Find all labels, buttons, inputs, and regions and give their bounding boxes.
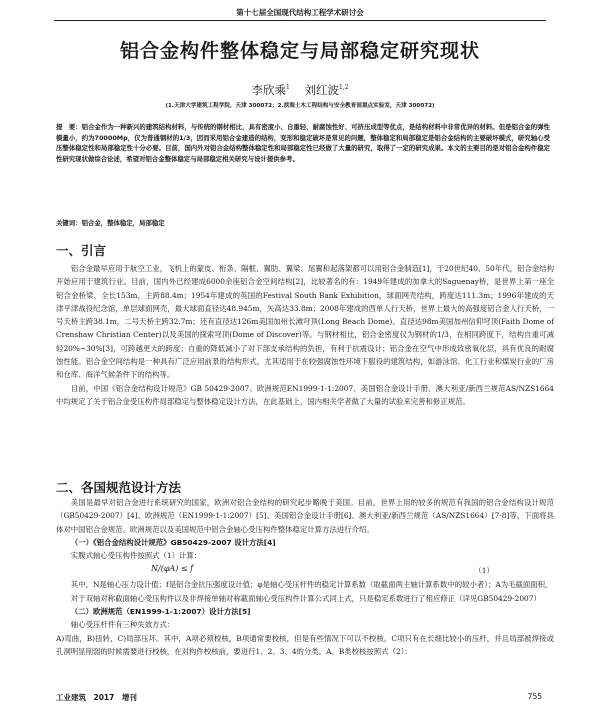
- subsection-heading: （二）欧洲规范（EN1999-1-1:2007）设计方法[5]: [70, 607, 251, 617]
- keywords-label: 关键词：: [56, 219, 82, 227]
- equation-number: （1）: [474, 566, 494, 576]
- paper-title: 铝合金构件整体稳定与局部稳定研究现状: [119, 40, 480, 62]
- keywords: [56, 218, 550, 227]
- abstract-label: 提 要：: [56, 123, 82, 131]
- section-heading-codes: 二、各国规范设计方法: [56, 480, 182, 495]
- paragraph: 轴心受压杆件有三种失效方式：: [70, 620, 175, 630]
- author-name: 刘红波: [304, 83, 339, 97]
- equation-formula: N/(φA) ≤ f: [151, 564, 194, 574]
- affiliation: (1.天津大学建筑工程学院，天津 300072；2.滨海土木工程结构与安全教育部重点实验室，天津 300072): [165, 103, 435, 109]
- codes-body: [56, 496, 554, 658]
- running-head: 第十七届全国现代结构工程学术研讨会: [236, 8, 364, 17]
- header-rule: [54, 20, 546, 21]
- intro-body: [56, 262, 554, 408]
- keywords-text: 铝合金，整体稳定，局部稳定: [81, 219, 165, 227]
- footer-page-number: 755: [527, 692, 542, 701]
- author-name: 李欣乘: [251, 83, 286, 97]
- paragraph: 实腹式轴心受压构件按照式（1）计算：: [70, 551, 202, 561]
- abstract-text: 铝合金作为一种新兴的建筑结构材料，与传统的钢材相比，具有密度小、自重轻、耐腐蚀性好、可挤压成型等优点，是结构材料中非常优异的材料。但是铝合金的弹性模量小，约为70000Mp，仅为普通钢材的1/3，因而采用铝合金建造的结构，变形和稳定破坏是常见的问题，整体稳定和局部稳定是铝合金结构的主要破坏模式，研究轴心受压整体稳定性和局部稳定性十分必要。目前，国内外对铝合金结构整体稳定性和局部稳定性已经做了大量的研究，取得了一定的研究成果。本文的主要目的是对铝合金构件稳定性研究现状做综合论述，希望对铝合金整体稳定与局部稳定相关研究与设计提供参考。: [56, 123, 551, 163]
- paragraph: A)弯曲，B)扭转，C)局部压坏。其中，A项必须校核，B项通常要校核，但是有些情况下可以不校核。C项只有在长细比较小的压杆，并且局部被焊接或孔洞明显削弱的时候需要进行校核，在对构件校核前，要进行1、2、3、4的分类。A、B类校核按照式（2）：: [56, 633, 554, 656]
- paragraph: 目前，中国《铝合金结构设计规范》GB 50429-2007、欧洲规范EN1999-1-1:2007、美国铝合金设计手册、澳大利亚/新西兰规范AS/NZS1664中均规定了关于铝合金受压构件局部稳定与整体稳定设计方法，在此基础上，国内相关学者做了大量的试验来完善和修正规范。: [56, 383, 554, 406]
- paragraph: 铝合金最早应用于航空工业，飞机上的蒙皮、桁条、隔框、翼肋、翼梁、尾翼和起落架都可以用铝合金制造[1]，于20世纪40、50年代，铝合金结构开始应用于建筑行业。目前，国内外已经建成6000余座铝合金空间结构[2]，比较著名的有：1949年建成的加拿大的Saguenay桥，是世界上第一座全铝合金桥梁，全长153m，主跨88.4m；1954年建成的英国的Festival South Bank Exhibition，球面网壳结构，跨度达111.3m；1996年建成的天津平津战役纪念馆，单层球面网壳，最大球面直径达48.945m，矢高达33.8m；2008年建成的西单人行天桥，世界上最大的高强度铝合金人行天桥，一号天桥主跨38.1m，二号天桥主跨32.7m；还有直径达126m美国加州长滩穹顶(Long Beach Dome)、直径达98m美国加州信仰穹顶(Faith Dome of Crenshaw Christian Center)以及美国的探索穹顶(Dome of Discover)等。与钢材相比，铝合金密度仅为钢材的1/3，在相同跨度下，结构自重可减轻20%~30%[3]，可跨越更大的跨度；自重的降低减小了对下部支承结构的负担，有利于抗震设计；铝合金在空气中形成致密氧化层，具有优良的耐腐蚀性能。铝合金空间结构是一种具有广泛应用前景的结构形式，尤其适用于在较强腐蚀性环境下服役的建筑结构，如游泳馆、化工行业和煤炭行业的厂房和仓库、海洋气候条件下的结构等。: [56, 264, 554, 380]
- author-affil-mark: 1,2: [338, 84, 349, 92]
- subsection-heading: （一）《铝合金结构设计规范》GB50429-2007 设计方法[4]: [70, 537, 276, 547]
- paragraph: 其中，N是轴心压力设计值；f是铝合金抗压强度设计值；φ是轴心受压杆件的稳定计算系数（取截面两主轴计算系数中的较小者）；A为毛截面面积。: [70, 580, 553, 590]
- footer-journal: 工业建筑 2017 增刊: [56, 693, 137, 702]
- author-affil-mark: 1: [286, 84, 290, 92]
- author-line: [0, 82, 600, 98]
- paragraph: 美国是最早对铝合金进行系统研究的国家，欧洲对铝合金结构的研究起步略晚于美国。目前，世界上用的较多的规范有我国的铝合金结构设计规范（GB50429-2007）[4]、欧洲规范（EN1999-1-1:2007）[5]、美国铝合金设计手册[6]、澳大利亚/新西兰规范（AS/NZS1664）[7-8]等，下面将具体对中国铝合金规范、欧洲规范以及美国规范中铝合金轴心受压构件整体稳定计算方法进行介绍。: [56, 498, 554, 534]
- abstract: [56, 122, 550, 164]
- paragraph: 对于双轴对称截面轴心受压构件以及非焊接单轴对称截面轴心受压构件计算公式同上式，只是稳定系数进行了相应修正（详见GB50429-2007）: [70, 593, 541, 603]
- equation-1: [56, 562, 554, 578]
- section-heading-intro: 一、引言: [56, 243, 107, 258]
